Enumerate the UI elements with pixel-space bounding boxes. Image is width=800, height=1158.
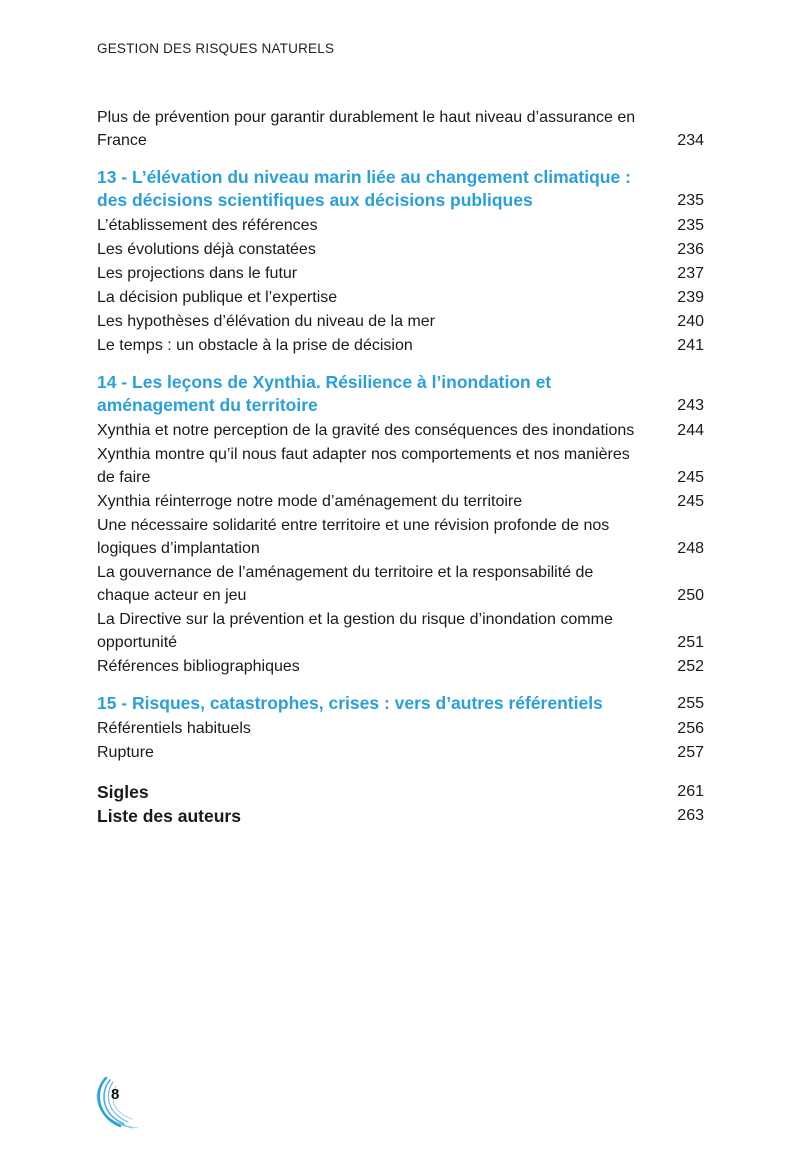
back-matter-page: 261 bbox=[677, 783, 704, 800]
toc-entry-page: 244 bbox=[677, 422, 704, 439]
toc-entry-page: 239 bbox=[677, 289, 704, 306]
toc-entry-page: 237 bbox=[677, 265, 704, 282]
toc-entry-page: 236 bbox=[677, 241, 704, 258]
toc-entry bbox=[97, 214, 704, 237]
toc-entry-text: Le temps : un obstacle à la prise de décision bbox=[97, 337, 413, 354]
chapter-page: 255 bbox=[677, 695, 704, 712]
toc-entry bbox=[97, 106, 704, 152]
toc-entry-page: 241 bbox=[677, 337, 704, 354]
toc-entry-page: 251 bbox=[677, 634, 704, 651]
toc-entry-text: Les projections dans le futur bbox=[97, 265, 298, 282]
toc-entry-text: La gouvernance de l’aménagement du territoire et la responsabilité de chaque acteur en jeu bbox=[97, 564, 594, 604]
toc-entry-page: 245 bbox=[677, 493, 704, 510]
back-matter-title: Sigles bbox=[97, 782, 149, 802]
toc-entry-page: 245 bbox=[677, 469, 704, 486]
chapter-15-heading bbox=[97, 692, 704, 715]
table-of-contents bbox=[97, 106, 704, 828]
back-matter-title: Liste des auteurs bbox=[97, 806, 241, 826]
swirl-logo-icon bbox=[92, 1072, 152, 1132]
toc-entry bbox=[97, 655, 704, 678]
toc-entry-text: La décision publique et l’expertise bbox=[97, 289, 338, 306]
toc-entry-text: Les évolutions déjà constatées bbox=[97, 241, 316, 258]
toc-entry-text: L’établissement des références bbox=[97, 217, 318, 234]
toc-entry-text: La Directive sur la prévention et la gestion du risque d’inondation comme opportunité bbox=[97, 611, 613, 651]
toc-entry bbox=[97, 286, 704, 309]
back-matter-entry bbox=[97, 804, 704, 828]
page-number: 8 bbox=[111, 1086, 120, 1103]
toc-entry bbox=[97, 419, 704, 442]
toc-entry-text: Plus de prévention pour garantir durablement le haut niveau d’assurance en France bbox=[97, 109, 636, 149]
toc-entry-text: Référentiels habituels bbox=[97, 720, 251, 737]
toc-entry-text: Rupture bbox=[97, 744, 154, 761]
toc-entry bbox=[97, 608, 704, 654]
chapter-title: 14 - Les leçons de Xynthia. Résilience à l’inondation et aménagement du territoire bbox=[97, 372, 552, 415]
chapter-page: 243 bbox=[677, 397, 704, 414]
chapter-title: 15 - Risques, catastrophes, crises : vers d’autres référentiels bbox=[97, 693, 603, 713]
toc-entry-page: 252 bbox=[677, 658, 704, 675]
toc-entry bbox=[97, 443, 704, 489]
toc-entry bbox=[97, 717, 704, 740]
toc-entry-page: 234 bbox=[677, 132, 704, 149]
toc-entry-page: 250 bbox=[677, 587, 704, 604]
toc-entry bbox=[97, 514, 704, 560]
chapter-14-heading bbox=[97, 371, 704, 417]
chapter-page: 235 bbox=[677, 192, 704, 209]
chapter-13-heading bbox=[97, 166, 704, 212]
toc-entry bbox=[97, 334, 704, 357]
toc-entry-text: Une nécessaire solidarité entre territoire et une révision profonde de nos logiques d’implantation bbox=[97, 517, 610, 557]
chapter-title: 13 - L’élévation du niveau marin liée au changement climatique : des décisions scientifiques aux décisions publiques bbox=[97, 167, 631, 210]
toc-entry-text: Xynthia montre qu’il nous faut adapter nos comportements et nos manières de faire bbox=[97, 446, 630, 486]
toc-entry bbox=[97, 262, 704, 285]
toc-entry-page: 235 bbox=[677, 217, 704, 234]
toc-entry-page: 240 bbox=[677, 313, 704, 330]
toc-entry bbox=[97, 490, 704, 513]
toc-entry bbox=[97, 310, 704, 333]
toc-entry bbox=[97, 741, 704, 764]
running-header: GESTION DES RISQUES NATURELS bbox=[97, 41, 335, 56]
toc-entry-page: 248 bbox=[677, 540, 704, 557]
back-matter-page: 263 bbox=[677, 807, 704, 824]
toc-entry bbox=[97, 561, 704, 607]
toc-entry-text: Les hypothèses d’élévation du niveau de la mer bbox=[97, 313, 435, 330]
toc-entry bbox=[97, 238, 704, 261]
toc-entry-page: 256 bbox=[677, 720, 704, 737]
toc-entry-page: 257 bbox=[677, 744, 704, 761]
toc-entry-text: Références bibliographiques bbox=[97, 658, 300, 675]
back-matter-entry bbox=[97, 780, 704, 804]
toc-entry-text: Xynthia et notre perception de la gravité des conséquences des inondations bbox=[97, 422, 635, 439]
toc-entry-text: Xynthia réinterroge notre mode d’aménagement du territoire bbox=[97, 493, 523, 510]
